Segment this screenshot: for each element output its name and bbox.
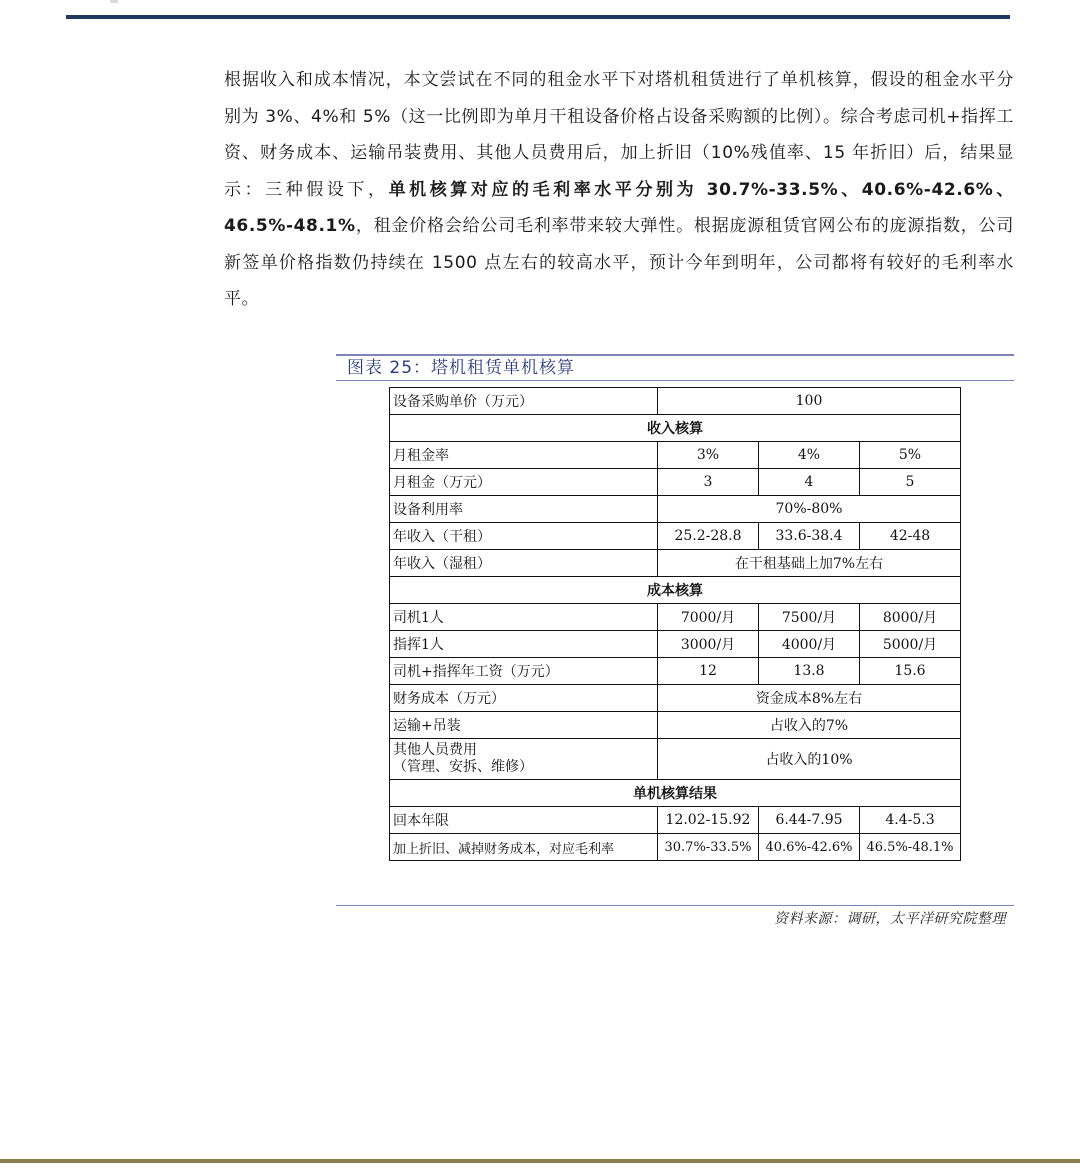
wages-v3: 15.6: [860, 658, 961, 685]
transport-label: 运输+吊装: [390, 712, 658, 739]
payback-label: 回本年限: [390, 807, 658, 834]
figure-title-bottom-rule: [336, 380, 1014, 381]
rent-rate-v3: 5%: [860, 442, 961, 469]
wages-v2: 13.8: [759, 658, 860, 685]
table-row: [390, 807, 961, 834]
section-cost-heading: 成本核算: [390, 577, 961, 604]
table-row: [390, 712, 961, 739]
rent-label: 月租金（万元）: [390, 469, 658, 496]
source-rule: [336, 905, 1014, 906]
payback-v3: 4.4-5.3: [860, 807, 961, 834]
table-row: [390, 388, 961, 415]
price-label: 设备采购单价（万元）: [390, 388, 658, 415]
dry-income-v1: 25.2-28.8: [658, 523, 759, 550]
finance-label: 财务成本（万元）: [390, 685, 658, 712]
header-rule: [66, 15, 1010, 19]
table-row: [390, 739, 961, 780]
commander-v1: 3000/月: [658, 631, 759, 658]
section-income-heading: 收入核算: [390, 415, 961, 442]
rent-v2: 4: [759, 469, 860, 496]
margin-v1: 30.7%-33.5%: [658, 834, 759, 861]
transport-value: 占收入的7%: [658, 712, 961, 739]
paragraph-text-1: 根据收入和成本情况，本文尝试在不同的租金水平下对塔机租赁进行了单机核算，假设的租金水平分别为 3%、4%和 5%（这一比例即为单月干租设备价格占设备采购额的比例）。综合考虑司机+指挥工资、财务成本、运输吊装费用、其他人员费用后，加上折旧（10%残值率、15 年折旧）后，结果显示：三种假设下，: [224, 70, 1014, 200]
dry-income-v2: 33.6-38.4: [759, 523, 860, 550]
dry-income-label: 年收入（干租）: [390, 523, 658, 550]
margin-label: 加上折旧、减掉财务成本，对应毛利率: [390, 834, 658, 861]
finance-value: 资金成本8%左右: [658, 685, 961, 712]
table-section-row: [390, 577, 961, 604]
commander-v3: 5000/月: [860, 631, 961, 658]
footer-rule: [0, 1159, 1080, 1163]
utilization-value: 70%-80%: [658, 496, 961, 523]
table-row: [390, 469, 961, 496]
utilization-label: 设备利用率: [390, 496, 658, 523]
driver-v2: 7500/月: [759, 604, 860, 631]
rent-rate-label: 月租金率: [390, 442, 658, 469]
driver-label: 司机1人: [390, 604, 658, 631]
table-row: [390, 631, 961, 658]
wages-v1: 12: [658, 658, 759, 685]
commander-label: 指挥1人: [390, 631, 658, 658]
figure-title-top-rule: [336, 354, 1014, 356]
margin-v2: 40.6%-42.6%: [759, 834, 860, 861]
rent-rate-v1: 3%: [658, 442, 759, 469]
table-row: [390, 685, 961, 712]
wet-income-label: 年收入（湿租）: [390, 550, 658, 577]
table-row: [390, 658, 961, 685]
table-row: [390, 550, 961, 577]
wages-label: 司机+指挥年工资（万元）: [390, 658, 658, 685]
payback-v2: 6.44-7.95: [759, 807, 860, 834]
figure-title: 图表 25：塔机租赁单机核算: [347, 358, 576, 378]
table-row: [390, 442, 961, 469]
driver-v3: 8000/月: [860, 604, 961, 631]
wet-income-value: 在干租基础上加7%左右: [658, 550, 961, 577]
dry-income-v3: 42-48: [860, 523, 961, 550]
other-label-line2: （管理、安拆、维修）: [393, 759, 533, 775]
margin-v3: 46.5%-48.1%: [860, 834, 961, 861]
paragraph-bold-text: 单机核算对应的毛利率水平分别为 30.7%-33.5%、40.6%-42.6%、46.5%-48.1%: [224, 179, 1014, 236]
table-row: [390, 604, 961, 631]
other-label-line1: 其他人员费用: [393, 742, 477, 758]
commander-v2: 4000/月: [759, 631, 860, 658]
rent-rate-v2: 4%: [759, 442, 860, 469]
rent-v1: 3: [658, 469, 759, 496]
header-mark: [110, 0, 118, 3]
table-row: [390, 834, 961, 861]
price-value: 100: [658, 388, 961, 415]
unit-calculation-table: [389, 387, 961, 861]
payback-v1: 12.02-15.92: [658, 807, 759, 834]
table-row: [390, 523, 961, 550]
other-value: 占收入的10%: [658, 739, 961, 780]
section-result-heading: 单机核算结果: [390, 780, 961, 807]
figure-source: 资料来源：调研，太平洋研究院整理: [774, 911, 1006, 927]
other-label: [390, 739, 658, 780]
paragraph-text-2: ，租金价格会给公司毛利率带来较大弹性。根据庞源租赁官网公布的庞源指数，公司新签单价格指数仍持续在 1500 点左右的较高水平，预计今年到明年，公司都将有较好的毛利率水平。: [224, 216, 1014, 309]
body-paragraph: [224, 62, 1014, 318]
table-section-row: [390, 780, 961, 807]
rent-v3: 5: [860, 469, 961, 496]
driver-v1: 7000/月: [658, 604, 759, 631]
table-row: [390, 496, 961, 523]
table-section-row: [390, 415, 961, 442]
